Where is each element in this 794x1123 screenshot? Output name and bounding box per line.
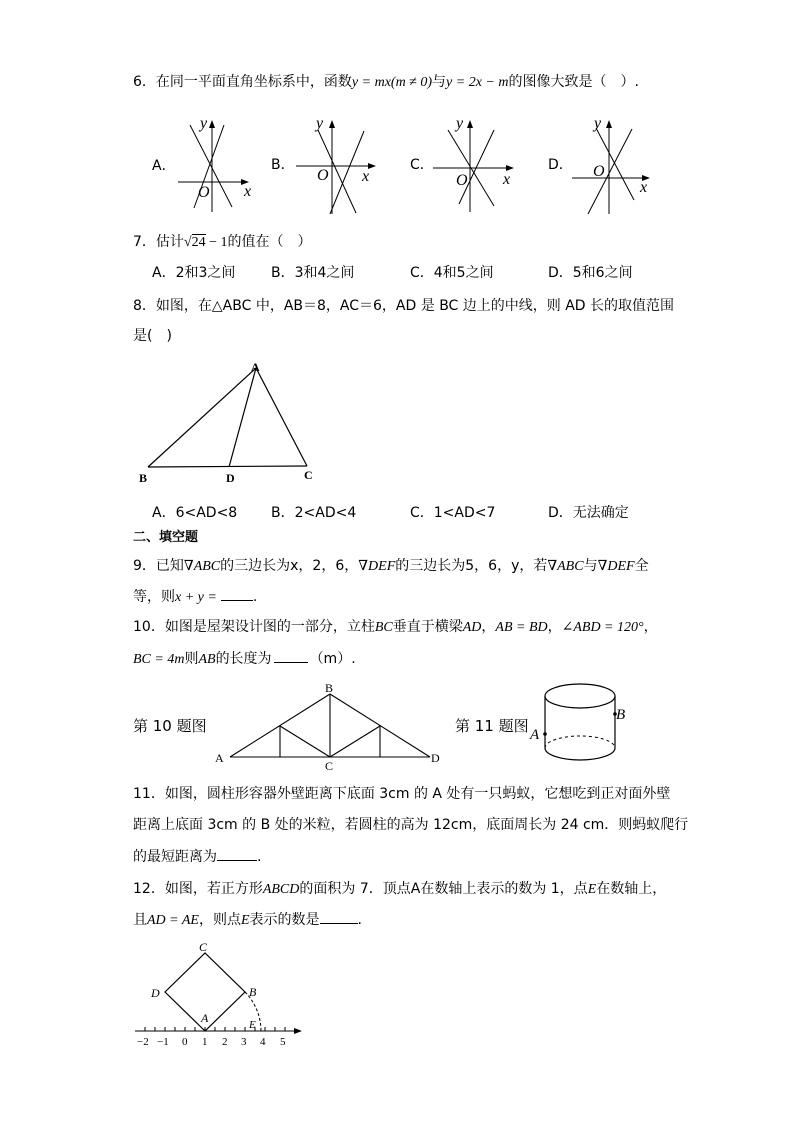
q12-label-d: D bbox=[151, 986, 160, 1000]
q11-label-a: A bbox=[530, 727, 540, 743]
section-title-fill-in: 二、填空题 bbox=[133, 530, 199, 545]
q11-stem-line1: 11．如图，圆柱形容器外壁距离下底面 3cm 的 A 处有一只蚂蚁，它想吃到正对面外壁 bbox=[133, 786, 671, 802]
q6-b-x-label: x bbox=[362, 168, 370, 185]
q12-stem-line2: 且AD = AE，则点E表示的数是 . bbox=[133, 909, 362, 931]
q7-sqrt: √24 bbox=[183, 235, 206, 250]
q6-d-x-label: x bbox=[640, 179, 648, 196]
q8-stem-line1: 8．如图，在△ABC 中，AB＝8，AC＝6，AD 是 BC 边上的中线，则 AD 长的取值范围 bbox=[133, 298, 675, 314]
q12-tick-label-5: 5 bbox=[280, 1036, 286, 1048]
q8-label-a: A bbox=[251, 360, 260, 374]
q6-a-y-label: y bbox=[200, 115, 208, 132]
q6-c-x-label: x bbox=[503, 171, 511, 188]
q10-stem-line2: BC = 4m则AB的长度为 （m）. bbox=[133, 648, 356, 670]
q8-label-d: D bbox=[226, 471, 235, 485]
q9-stem-line2: 等，则x + y = . bbox=[133, 586, 257, 608]
q7-option-c: C．4和5之间 bbox=[410, 265, 494, 281]
q6-option-b-label: B． bbox=[271, 157, 295, 173]
q6-b-y-label: y bbox=[316, 115, 324, 132]
q9-stem-line1: 9．已知∇ABC的三边长为x，2，6，∇DEF的三边长为5，6，y，若∇ABC与∇DEF全 bbox=[133, 558, 649, 574]
q8-option-c: C．1<AD<7 bbox=[410, 505, 496, 521]
q7-option-a: A．2和3之间 bbox=[152, 265, 236, 281]
q12-tick-label-neg2: −2 bbox=[137, 1036, 149, 1048]
q6-option-c-label: C． bbox=[410, 157, 434, 173]
q12-tick-label-neg1: −1 bbox=[157, 1036, 169, 1048]
q6-stem: 6．在同一平面直角坐标系中，函数y = mx(m ≠ 0)与y = 2x − m的图像大致是（ ）. bbox=[133, 74, 639, 90]
q7-option-b: B．3和4之间 bbox=[271, 265, 355, 281]
q12-tick-label-4: 4 bbox=[260, 1036, 266, 1048]
q10-stem-line1: 10．如图是屋架设计图的一部分，立柱BC垂直于横梁AD，AB = BD，∠ABD = 120°， bbox=[133, 619, 658, 635]
q8-option-b: B．2<AD<4 bbox=[271, 505, 357, 521]
q12-tick-label-2: 2 bbox=[222, 1036, 228, 1048]
q12-tick-label-3: 3 bbox=[241, 1036, 247, 1048]
q6-a-origin-label: O bbox=[198, 184, 210, 201]
q6-d-y-label: y bbox=[594, 115, 602, 132]
q7-stem: 7．估计√24 − 1的值在（ ） bbox=[133, 234, 312, 250]
q10-label-b: B bbox=[325, 681, 334, 695]
q6-d-origin-label: O bbox=[593, 163, 605, 180]
q12-label-c: C bbox=[199, 940, 208, 954]
q8-stem-line2: 是( ) bbox=[133, 328, 172, 344]
q6-b-origin-label: O bbox=[317, 167, 329, 184]
q12-label-b: B bbox=[249, 985, 257, 999]
q12-tick-label-1: 1 bbox=[202, 1036, 208, 1048]
q11-figure-caption: 第 11 题图 bbox=[455, 717, 529, 735]
q6-option-d-label: D． bbox=[548, 157, 573, 173]
q10-label-d: D bbox=[431, 751, 440, 765]
q6-option-a-label: A． bbox=[152, 158, 176, 174]
q12-number-line-ticks bbox=[145, 1027, 285, 1031]
q8-option-a: A．6<AD<8 bbox=[152, 505, 238, 521]
q7-option-d: D．5和6之间 bbox=[548, 265, 633, 281]
q6-a-x-label: x bbox=[244, 183, 252, 200]
q12-stem-line1: 12．如图，若正方形ABCD的面积为 7．顶点A在数轴上表示的数为 1，点E在数轴上， bbox=[133, 881, 667, 897]
q11-label-b: B bbox=[616, 707, 626, 723]
q6-c-origin-label: O bbox=[456, 172, 468, 189]
q10-label-a: A bbox=[215, 751, 224, 765]
q8-label-b: B bbox=[139, 471, 148, 485]
q12-tick-label-0: 0 bbox=[182, 1036, 188, 1048]
q10-figure-caption: 第 10 题图 bbox=[133, 717, 207, 735]
q12-label-e: E bbox=[249, 1019, 256, 1031]
q12-label-a: A bbox=[201, 1011, 209, 1025]
q11-stem-line2: 距离上底面 3cm 的 B 处的米粒，若圆柱的高为 12cm，底面周长为 24 cm．则蚂蚁爬行 bbox=[133, 817, 689, 833]
q11-stem-line3: 的最短距离为 . bbox=[133, 846, 261, 867]
q6-c-y-label: y bbox=[456, 115, 464, 132]
q10-label-c: C bbox=[325, 759, 334, 773]
q8-label-c: C bbox=[304, 468, 313, 482]
q8-option-d: D．无法确定 bbox=[548, 505, 629, 521]
